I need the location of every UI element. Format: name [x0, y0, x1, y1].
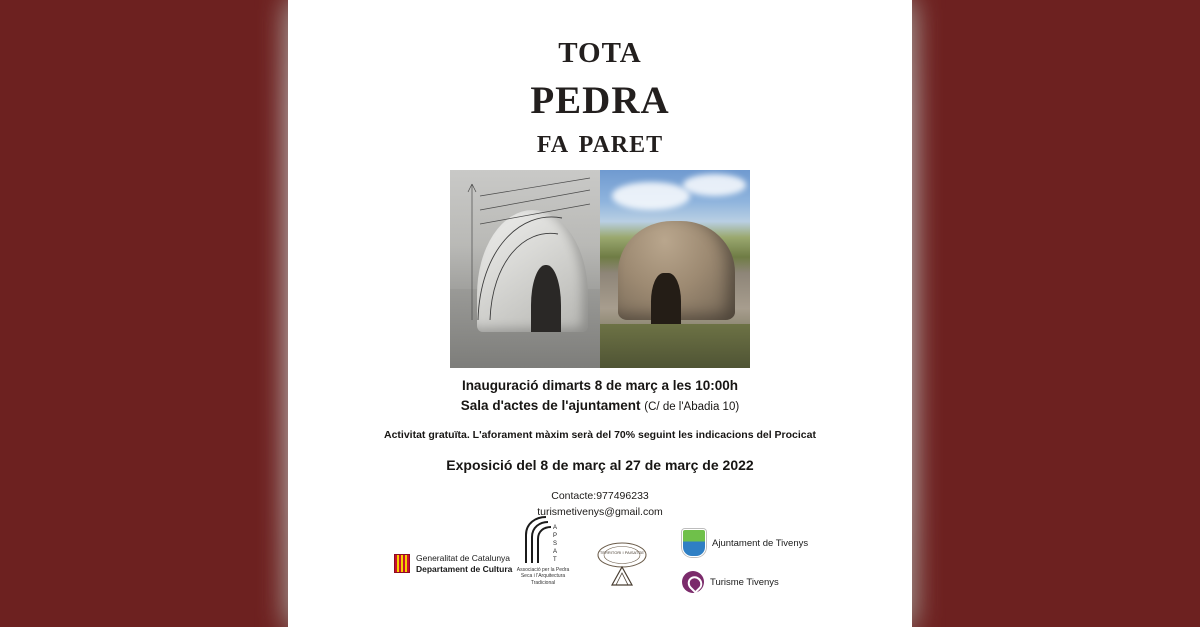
turisme-label: Turisme Tivenys [710, 576, 779, 588]
poster-photo-pair [450, 170, 750, 368]
technical-drawing-overlay [450, 170, 600, 368]
apsat-arch-icon [520, 513, 566, 565]
svg-text:A: A [553, 525, 558, 531]
poster-image [288, 0, 912, 627]
exhibition-dates: Exposició del 8 de març al 27 de març de 2022 [446, 457, 754, 474]
generalitat-line-1: Generalitat de Catalunya [416, 553, 511, 563]
capacity-notice: Activitat gratuïta. L'aforament màxim serà del 70% seguint les indicacions del Procicat [384, 429, 816, 442]
logo-turisme-tivenys [682, 571, 779, 593]
inauguration-line: Inauguració dimarts 8 de març a les 10:00h [461, 378, 739, 393]
poster-logo-row [288, 505, 912, 615]
title-line-2: pedra [530, 64, 670, 126]
territori-seal-icon [594, 541, 650, 587]
logo-apsat [512, 513, 574, 586]
svg-text:A: A [553, 549, 558, 555]
venue-line [288, 396, 912, 416]
map-pin-icon [682, 571, 704, 593]
title-line-3: fa paret [536, 122, 664, 160]
svg-text:T: T [553, 557, 557, 563]
logo-generalitat-de-catalunya [394, 553, 512, 574]
svg-text:P: P [553, 533, 558, 539]
title-line-1: tota [558, 26, 642, 72]
tivenys-shield-icon [682, 529, 706, 557]
logo-territori-i-paisatge [594, 541, 650, 587]
generalitat-line-2: Departament de Cultura [416, 563, 513, 574]
ajuntament-label: Ajuntament de Tivenys [712, 537, 809, 549]
svg-text:TERRITORI I PAISATGE: TERRITORI I PAISATGE [599, 550, 645, 555]
historic-dry-stone-hut-photo [450, 170, 600, 368]
logo-ajuntament-de-tivenys [682, 529, 808, 557]
venue-main: Sala d'actes de l'ajuntament [460, 397, 641, 413]
poster-details [288, 376, 912, 521]
poster-title-block [288, 28, 912, 187]
venue-address: (C/ de l'Abadia 10) [644, 400, 740, 413]
svg-text:S: S [553, 541, 558, 547]
contact-email: turismetivenys@gmail.com [537, 505, 663, 518]
contact-phone: Contacte:977496233 [551, 490, 649, 503]
apsat-caption: Associació per la Pedra Seca i l'Arquitectura Tradicional [516, 567, 570, 586]
color-dry-stone-hut-photo [600, 170, 750, 368]
catalonia-flag-icon [394, 554, 410, 573]
